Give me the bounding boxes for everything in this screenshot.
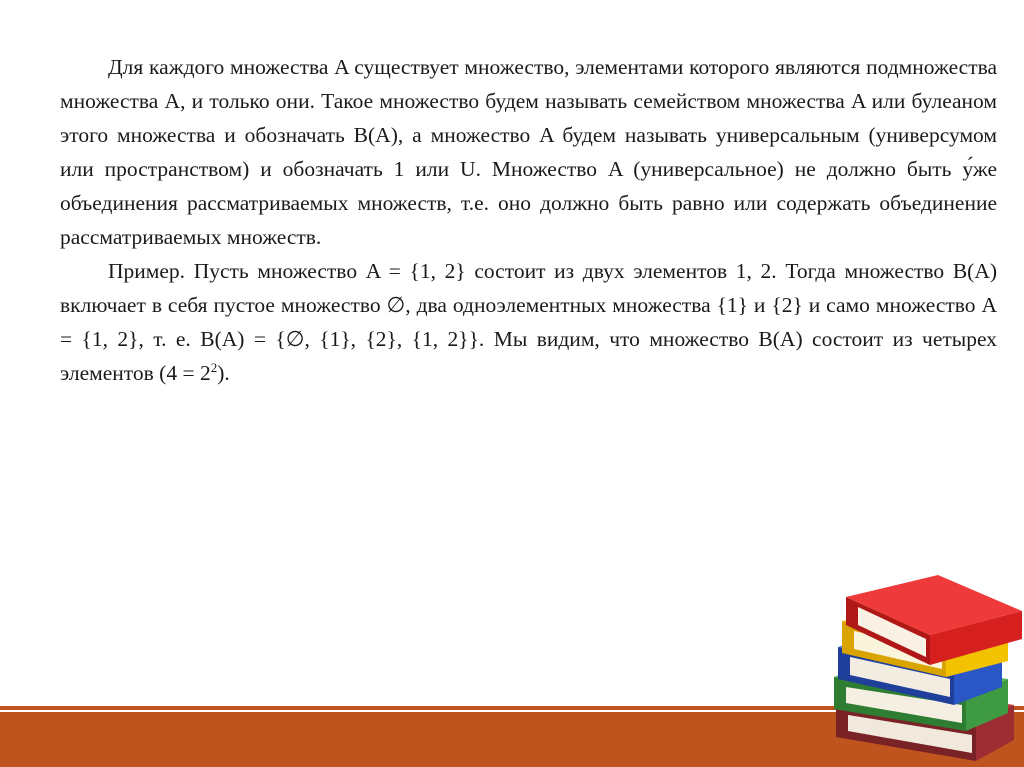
book-stack-icon bbox=[826, 575, 1024, 767]
slide-text bbox=[60, 50, 997, 390]
exponent: 2 bbox=[210, 359, 218, 375]
definition-paragraph: Для каждого множества A существует множество, элементами которого являются подмножества множества A, и только они. Такое множество будем называть семейством множества A или булеаном этого множества и обозначать B(A), а множество A будем называть универсальным (универсумом или пространством) и обозначать 1 или U. Множество A (универсальное) не должно быть у́же объединения рассматриваемых множеств, т.е. оно должно быть равно или содержать объединение рассматриваемых множеств. bbox=[60, 55, 997, 249]
example-text-end: ). bbox=[217, 361, 230, 385]
example-paragraph bbox=[60, 254, 997, 390]
example-text: Пример. Пусть множество A = {1, 2} состоит из двух элементов 1, 2. Тогда множество B(A) включает в себя пустое множество ∅, два одноэлементных множества {1} и {2} и само множество A = {1, 2}, т. е. B(A) = {∅, {1}, {2}, {1, 2}}. Мы видим, что множество B(A) состоит из четырех элементов (4 = 2 bbox=[60, 259, 997, 385]
